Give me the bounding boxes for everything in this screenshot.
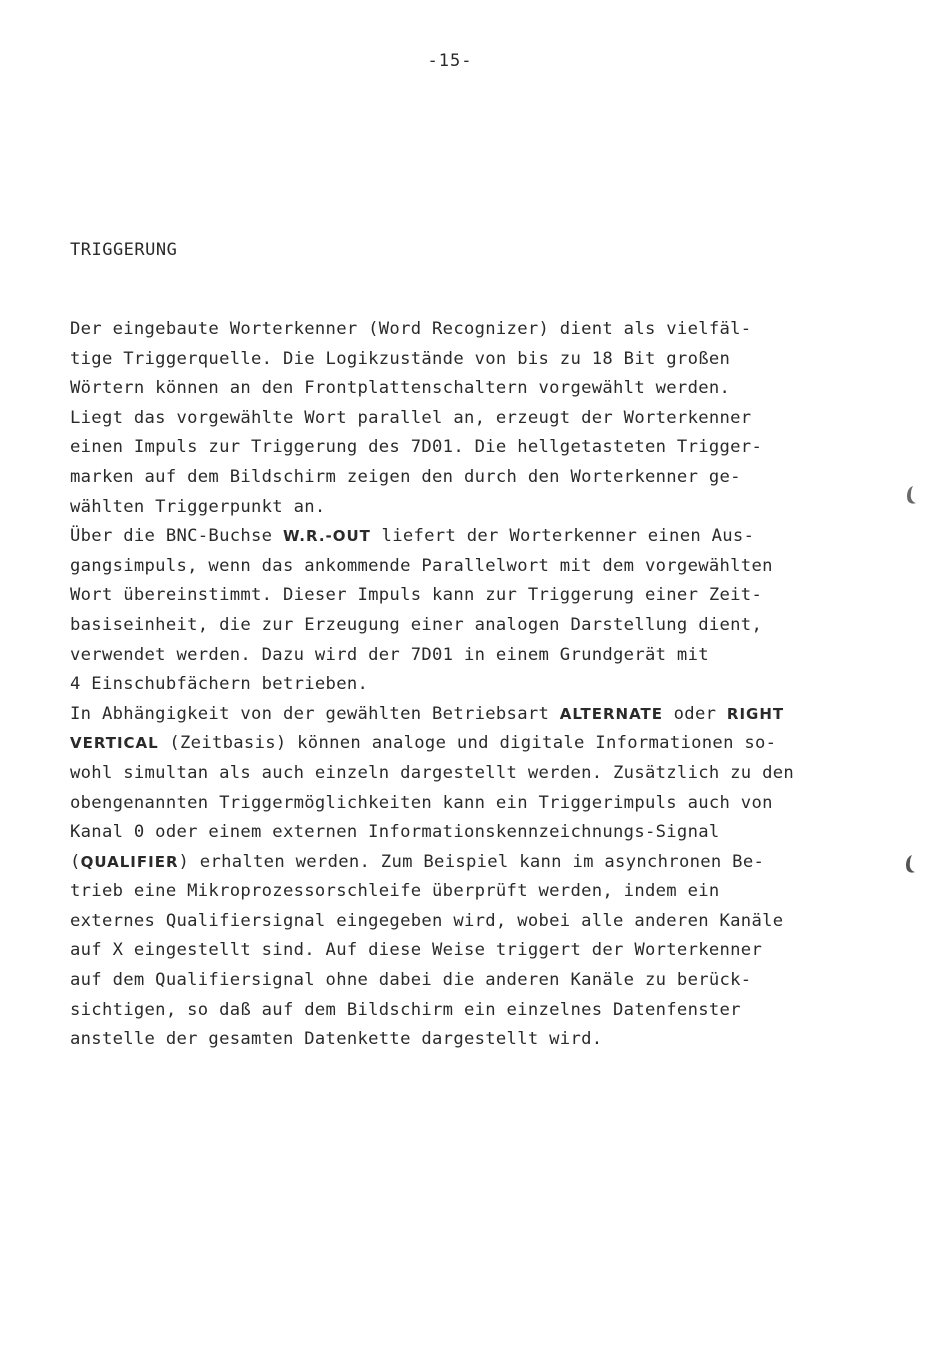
text-line: anstelle der gesamten Datenkette dargestellt wird. xyxy=(70,1029,603,1050)
term-wr-out: W.R.-OUT xyxy=(282,527,371,546)
text-line: gangsimpuls, wenn das ankommende Parallelwort mit dem vorgewählten xyxy=(70,555,773,576)
text-line: verwendet werden. Dazu wird der 7D01 in einem Grundgerät mit xyxy=(70,644,709,665)
text-run: (Zeitbasis) können analoge und digitale Informationen so- xyxy=(158,733,777,754)
text-line: Liegt das vorgewählte Wort parallel an, erzeugt der Worterkenner xyxy=(70,407,752,428)
text-line: 4 Einschubfächern betrieben. xyxy=(70,674,369,695)
text-line: Der eingebaute Worterkenner (Word Recognizer) dient als vielfäl- xyxy=(70,319,752,339)
text-line: auf X eingestellt sind. Auf diese Weise triggert der Worterkenner xyxy=(70,940,763,961)
text-line xyxy=(70,729,930,759)
text-run: Über die BNC-Buchse xyxy=(70,526,283,547)
text-line xyxy=(70,848,930,878)
text-line: wohl simultan als auch einzeln dargestellt werden. Zusätzlich zu den xyxy=(70,762,795,783)
text-line: auf dem Qualifiersignal ohne dabei die anderen Kanäle zu berück- xyxy=(70,970,752,991)
binder-hole-mark-icon xyxy=(902,853,916,875)
text-run: In Abhängigkeit von der gewählten Betriebsart xyxy=(70,703,560,724)
body-text xyxy=(70,315,930,1055)
term-right: RIGHT xyxy=(726,704,785,723)
text-line: externes Qualifiersignal eingegeben wird, wobei alle anderen Kanäle xyxy=(70,910,784,931)
text-line: Kanal 0 oder einem externen Informationskennzeichnungs-Signal xyxy=(70,822,720,843)
term-vertical: VERTICAL xyxy=(70,734,159,753)
page-number: -15- xyxy=(427,51,473,71)
text-line: Wörtern können an den Frontplattenschaltern vorgewählt werden. xyxy=(70,378,731,399)
text-line: wählten Triggerpunkt an. xyxy=(70,496,326,517)
text-line: trieb eine Mikroprozessorschleife überprüft werden, indem ein xyxy=(70,881,720,902)
text-line: sichtigen, so daß auf dem Bildschirm ein einzelnes Datenfenster xyxy=(70,999,741,1020)
text-line: tige Triggerquelle. Die Logikzustände von bis zu 18 Bit großen xyxy=(70,348,731,369)
section-heading: TRIGGERUNG xyxy=(70,240,178,260)
term-alternate: ALTERNATE xyxy=(559,704,663,723)
binder-hole-mark-icon xyxy=(903,484,917,506)
text-run: ( xyxy=(70,851,81,872)
text-run: oder xyxy=(663,703,727,724)
text-line: basiseinheit, die zur Erzeugung einer analogen Darstellung dient, xyxy=(70,614,763,635)
text-run: ) erhalten werden. Zum Beispiel kann im asynchronen Be- xyxy=(178,851,765,872)
term-qualifier: QUALIFIER xyxy=(80,852,179,871)
text-line: obengenannten Triggermöglichkeiten kann ein Triggerimpuls auch von xyxy=(70,792,773,813)
text-line xyxy=(70,700,930,730)
text-line xyxy=(70,522,930,552)
text-line: einen Impuls zur Triggerung des 7D01. Die hellgetasteten Trigger- xyxy=(70,437,763,458)
text-run: liefert der Worterkenner einen Aus- xyxy=(370,526,755,547)
text-line: marken auf dem Bildschirm zeigen den durch den Worterkenner ge- xyxy=(70,466,741,487)
text-line: Wort übereinstimmt. Dieser Impuls kann zur Triggerung einer Zeit- xyxy=(70,585,763,606)
